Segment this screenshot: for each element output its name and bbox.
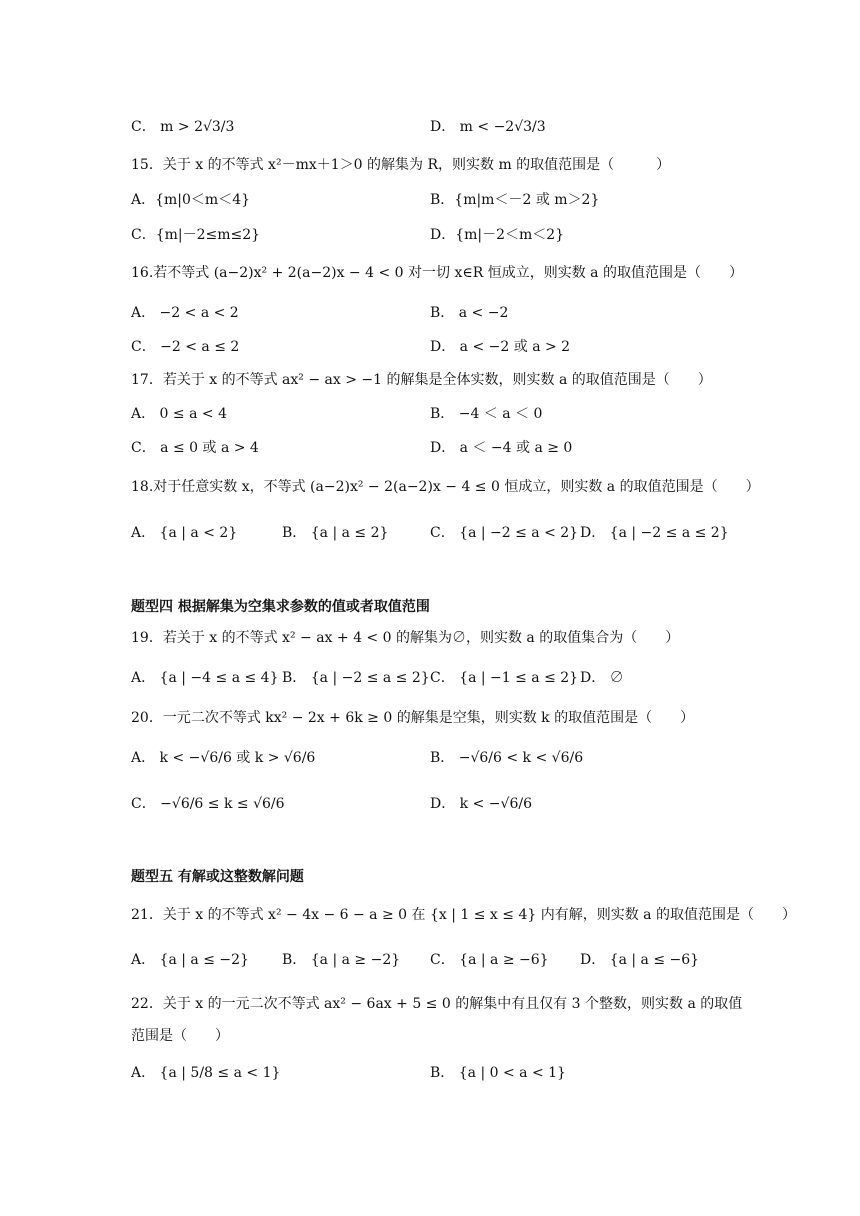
q22-option-a: A． {a | 5/8 ≤ a < 1} bbox=[131, 1065, 281, 1081]
q17-stem: 17．若关于 x 的不等式 ax² − ax > −1 的解集是全体实数，则实数 a 的取值范围是（ ） bbox=[131, 372, 712, 388]
q15-option-b: B．{m|m＜－2 或 m＞2} bbox=[430, 192, 600, 208]
q18-option-c: C． {a | −2 ≤ a < 2} bbox=[430, 525, 579, 541]
section-heading-4: 题型四 根据解集为空集求参数的值或者取值范围 bbox=[131, 599, 430, 615]
q17-option-b: B． −4 ＜ a ＜ 0 bbox=[430, 406, 543, 422]
q22-option-b: B． {a | 0 < a < 1} bbox=[430, 1065, 566, 1081]
q19-option-d: D． ∅ bbox=[580, 670, 624, 686]
q16-option-d: D． a < −2 或 a > 2 bbox=[430, 339, 571, 355]
q20-stem: 20．一元二次不等式 kx² − 2x + 6k ≥ 0 的解集是空集，则实数 k 的取值范围是（ ） bbox=[131, 710, 695, 726]
q15-option-d: D．{m|－2＜m＜2} bbox=[430, 227, 565, 243]
q17-option-d: D． a ＜ −4 或 a ≥ 0 bbox=[430, 440, 573, 456]
q19-option-c: C． {a | −1 ≤ a ≤ 2} bbox=[430, 670, 579, 686]
q17-option-c: C． a ≤ 0 或 a > 4 bbox=[131, 440, 259, 456]
q18-option-d: D． {a | −2 ≤ a ≤ 2} bbox=[580, 525, 729, 541]
q15-option-a: A．{m|0＜m＜4} bbox=[131, 192, 251, 208]
q20-option-a: A． k < −√6/6 或 k > √6/6 bbox=[131, 750, 316, 766]
q21-option-c: C． {a | a ≥ −6} bbox=[430, 952, 549, 968]
q16-option-c: C． −2 < a ≤ 2 bbox=[131, 339, 240, 355]
q18-stem: 18.对于任意实数 x，不等式 (a−2)x² − 2(a−2)x − 4 ≤ 0 恒成立，则实数 a 的取值范围是（ ） bbox=[131, 479, 760, 495]
q18-option-b: B． {a | a ≤ 2} bbox=[282, 525, 389, 541]
q19-stem: 19．若关于 x 的不等式 x² − ax + 4 < 0 的解集为∅，则实数 a 的取值集合为（ ） bbox=[131, 630, 680, 646]
q19-option-a: A． {a | −4 ≤ a ≤ 4} bbox=[131, 670, 279, 686]
q20-option-b: B． −√6/6 < k < √6/6 bbox=[430, 750, 584, 766]
q15-stem: 15．关于 x 的不等式 x²－mx＋1＞0 的解集为 R，则实数 m 的取值范围是（ ） bbox=[131, 157, 671, 173]
q16-option-b: B． a < −2 bbox=[430, 305, 509, 321]
q20-option-c: C． −√6/6 ≤ k ≤ √6/6 bbox=[131, 796, 285, 812]
q22-stem-line1: 22．关于 x 的一元二次不等式 ax² − 6ax + 5 ≤ 0 的解集中有且仅有 3 个整数，则实数 a 的取值 bbox=[131, 996, 743, 1012]
q22-stem-line2: 范围是（ ） bbox=[131, 1028, 229, 1044]
q14-option-c: C． m > 2√3/3 bbox=[131, 119, 235, 135]
q20-option-d: D． k < −√6/6 bbox=[430, 796, 532, 812]
q21-option-b: B． {a | a ≥ −2} bbox=[282, 952, 401, 968]
q21-stem: 21．关于 x 的不等式 x² − 4x − 6 − a ≥ 0 在 {x | 1 ≤ x ≤ 4} 内有解，则实数 a 的取值范围是（ ） bbox=[131, 907, 796, 923]
q15-option-c: C．{m|－2≤m≤2} bbox=[131, 227, 261, 243]
section-heading-5: 题型五 有解或这整数解问题 bbox=[131, 869, 304, 885]
q21-option-d: D． {a | a ≤ −6} bbox=[580, 952, 700, 968]
q21-option-a: A． {a | a ≤ −2} bbox=[131, 952, 249, 968]
q19-option-b: B． {a | −2 ≤ a ≤ 2} bbox=[282, 670, 430, 686]
q14-option-d: D． m < −2√3/3 bbox=[430, 119, 546, 135]
q17-option-a: A． 0 ≤ a < 4 bbox=[131, 406, 227, 422]
q16-option-a: A． −2 < a < 2 bbox=[131, 305, 239, 321]
q18-option-a: A． {a | a < 2} bbox=[131, 525, 238, 541]
q16-stem: 16.若不等式 (a−2)x² + 2(a−2)x − 4 < 0 对一切 x∈R 恒成立，则实数 a 的取值范围是（ ） bbox=[131, 265, 743, 281]
